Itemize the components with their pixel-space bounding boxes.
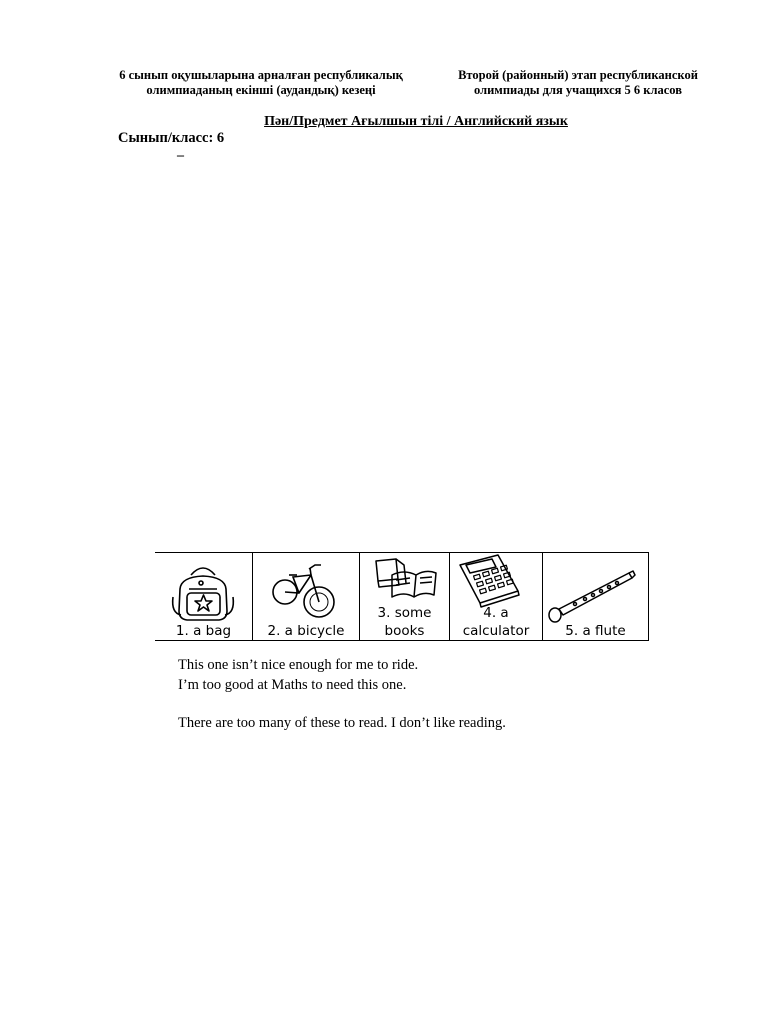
- subject-title: Пән/Предмет Ағылшын тілі / Английский язык: [264, 114, 568, 129]
- header-kazakh-line1: 6 сынып оқушыларына арналған республикалық: [119, 68, 403, 82]
- caption-bag: 1. a bag: [175, 623, 232, 639]
- sentence-item: This one isn’t nice enough for me to ride.: [178, 657, 419, 673]
- header-russian-line1: Второй (районный) этап республиканской: [458, 68, 698, 82]
- header-russian-line2: олимпиады для учащихся 5 6 класов: [474, 83, 682, 97]
- picture-cell-bag: [155, 553, 252, 640]
- sentence-item: I’m too good at Maths to need this one.: [178, 677, 407, 693]
- picture-table: [155, 552, 649, 641]
- caption-bicycle: 2. a bicycle: [267, 623, 345, 639]
- caption-calculator-line2: calculator: [462, 623, 530, 639]
- picture-cell-bicycle: [252, 553, 359, 640]
- caption-books-line2: books: [384, 623, 425, 639]
- dash-mark: –: [177, 148, 184, 163]
- picture-cell-flute: [542, 553, 648, 640]
- class-label: Сынып/класс: 6: [118, 130, 225, 146]
- header-kazakh-line2: олимпиаданың екінші (аудандық) кезеңі: [146, 83, 376, 97]
- header-kazakh: [96, 68, 426, 98]
- picture-cell-calculator: [449, 553, 542, 640]
- sentence-gap: [178, 695, 506, 713]
- caption-flute: 5. a flute: [565, 623, 626, 639]
- picture-cell-books: [359, 553, 449, 640]
- caption-books-line1: 3. some: [377, 605, 432, 621]
- header-russian: [428, 68, 728, 98]
- sentence-item: There are too many of these to read. I don’t like reading.: [178, 715, 506, 731]
- sentence-list: [178, 655, 506, 733]
- caption-calculator-line1: 4. a: [483, 605, 509, 621]
